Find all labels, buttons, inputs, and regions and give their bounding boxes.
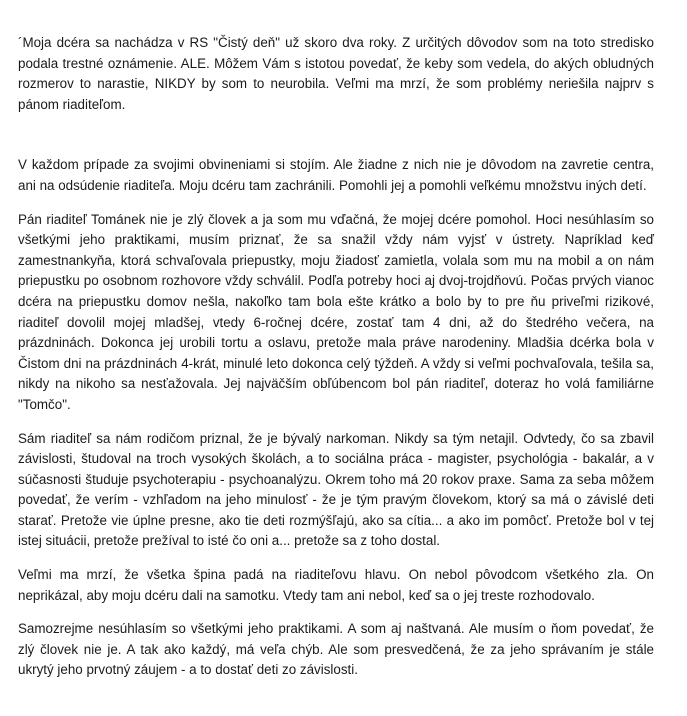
paragraph-4: Sám riaditeľ sa nám rodičom priznal, že je bývalý narkoman. Nikdy sa tým netajil. Odvtedy, čo sa zbavil závislosti, študoval na troch vysokých školách, a to sociálna práca - magister, psychológia - bakalár, a v súčasnosti študuje psychoterapiu - psychoanalýzu. Okrem toho má 20 rokov praxe. Sama za seba môžem povedať, že verím - vzhľadom na jeho minulosť - že je tým pravým človekom, ktorý sa má o závislé deti starať. Pretože vie úplne presne, ako tie deti rozmýšľajú, ako sa cítia... a ako im pomôcť. Pretože bol v tej istej situácii, pretože prežíval to isté čo oni a... pretože sa z toho dostal. [18,430,654,549]
paragraph-5: Veľmi ma mrzí, že všetka špina padá na riaditeľovu hlavu. On nebol pôvodcom všetkého zla. On neprikázal, aby moju dcéru dali na samotku. Vtedy tam ani nebol, keď sa o jej treste rozhodovalo. [18,567,654,603]
paragraph-2: V každom prípade za svojimi obvineniami si stojím. Ale žiadne z nich nie je dôvodom na zavretie centra, ani na odsúdenie riaditeľa. Moju dcéru tam zachránili. Pomohli jej a pomohli veľkému množstvu iných detí. [18,157,654,193]
paragraph-1: ´Moja dcéra sa nachádza v RS "Čistý deň" už skoro dva roky. Z určitých dôvodov som na toto stredisko podala trestné oznámenie. ALE. Môžem Vám s istotou povedať, že keby som vedela, do akých obludných rozmerov to narastie, NIKDY by som to neurobila. Veľmi ma mrzí, že som problémy neriešila najprv s pánom riaditeľom. [18,35,654,112]
paragraph-6: Samozrejme nesúhlasím so všetkými jeho praktikami. A som aj naštvaná. Ale musím o ňom povedať, že zlý človek nie je. A tak ako každý, má veľa chýb. Ale som presvedčená, že za jeho správaním je stále ukrytý jeho prvotný záujem - a to dostať deti zo závislosti. [18,621,654,678]
paragraph-3: Pán riaditeľ Tománek nie je zlý človek a ja som mu vďačná, že mojej dcére pomohol. Hoci nesúhlasím so všetkými jeho praktikami, musím priznať, že sa snažil vždy nám vyjsť v ústrety. Napríklad keď zamestnankyňa, ktorá schvaľovala priepustky, moju žiadosť zamietla, volala som mu na mobil a on nám priepustku po osobnom rozhovore vždy schválil. Podľa potreby hoci aj dvoj-trojdňovú. Počas prvých vianoc dcéra na priepustku domov nešla, nakoľko tam bola ešte krátko a bolo by to pre ňu priveľmi rizikové, riaditeľ dovolil mojej mladšej, vtedy 6-ročnej dcére, zostať tam 4 dni, až do štedrého večera, na prázdninách. Dokonca jej urobili tortu a oslavu, pretože mala práve narodeniny. Mladšia dcérka bola v Čistom dni na prázdninách 4-krát, minulé leto dokonca celý týždeň. A vždy si veľmi pochvaľovala, tešila sa, nikdy na nikoho sa nesťažovala. Jej najväčším obľúbencom bol pán riaditeľ, doteraz ho volá familiárne "Tomčo". [18,211,654,412]
document-body [18,33,654,694]
